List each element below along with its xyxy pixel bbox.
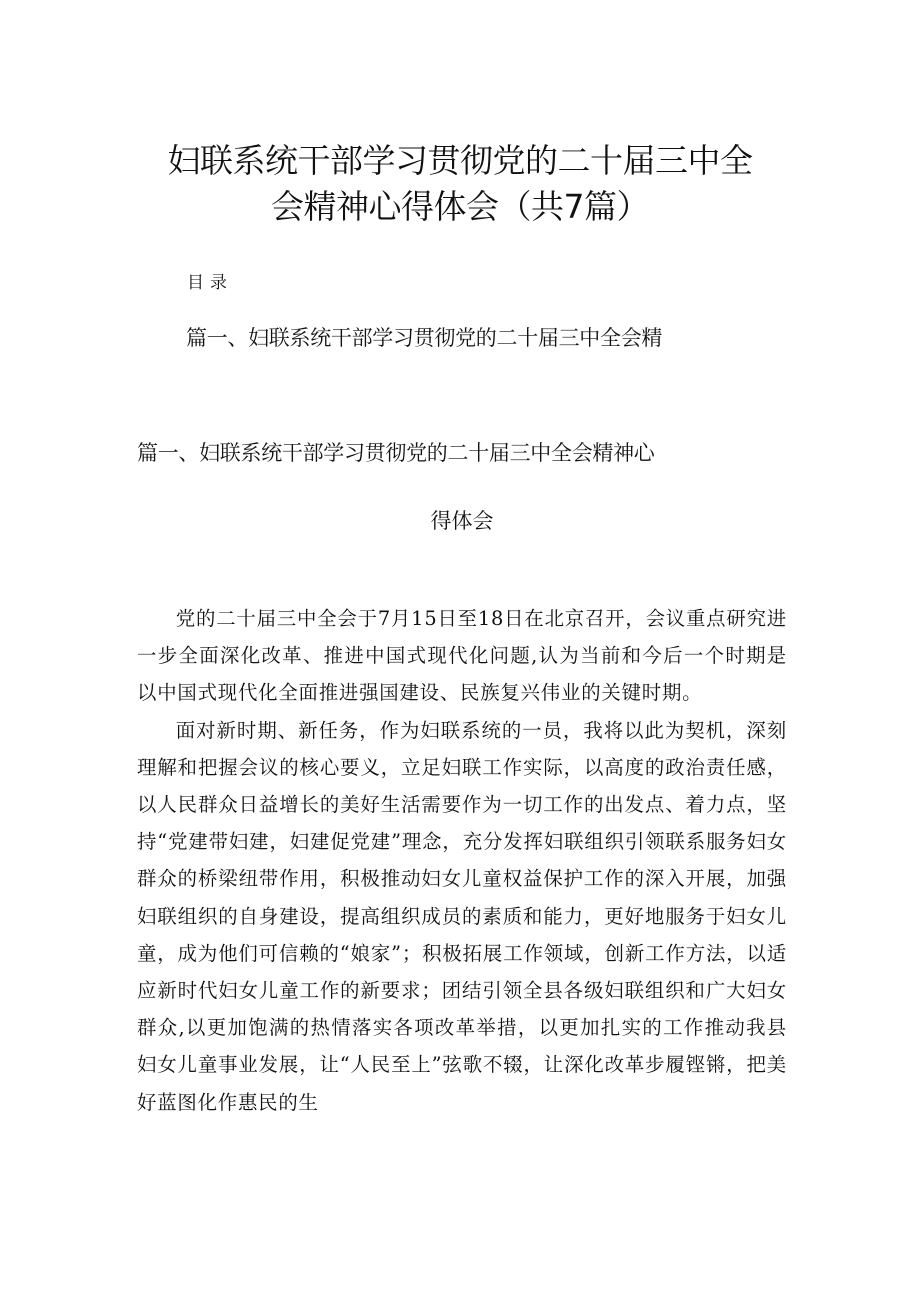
title-line-1: 妇联系统干部学习贯彻党的二十届三中全 bbox=[167, 141, 753, 180]
toc-entry-1[interactable]: 篇一、妇联系统干部学习贯彻党的二十届三中全会精 bbox=[186, 326, 663, 350]
section-title-line-2: 得体会 bbox=[430, 509, 494, 533]
document-title bbox=[0, 138, 920, 230]
title-line-2: 会精神心得体会（共7篇） bbox=[271, 187, 649, 226]
toc-heading: 目录 bbox=[187, 273, 233, 293]
paragraph-2: 面对新时期、新任务，作为妇联系统的一员，我将以此为契机，深刻理解和把握会议的核心要义，立足妇联工作实际，以高度的政治责任感，以人民群众日益增长的美好生活需要作为一切工作的出发点、着力点，坚持“党建带妇建，妇建促党建”理念，充分发挥妇联组织引领联系服务妇女群众的桥梁纽带作用，积极推动妇女儿童权益保护工作的深入开展，加强妇联组织的自身建设，提高组织成员的素质和能力，更好地服务于妇女儿童，成为他们可信赖的“娘家”；积极拓展工作领域，创新工作方法，以适应新时代妇女儿童工作的新要求；团结引领全县各级妇联组织和广大妇女群众,以更加饱满的热情落实各项改革举措，以更加扎实的工作推动我县妇女儿童事业发展，让“人民至上”弦歌不辍，让深化改革步履铿锵，把美好蓝图化作惠民的生 bbox=[137, 718, 787, 1114]
section-title-line-1: 篇一、妇联系统干部学习贯彻党的二十届三中全会精神心 bbox=[137, 441, 655, 465]
paragraph-1: 党的二十届三中全会于7月15日至18日在北京召开，会议重点研究进一步全面深化改革、推进中国式现代化问题,认为当前和今后一个时期是以中国式现代化全面推进强国建设、民族复兴伟业的关键时期。 bbox=[137, 607, 787, 705]
body-text bbox=[137, 600, 787, 1121]
